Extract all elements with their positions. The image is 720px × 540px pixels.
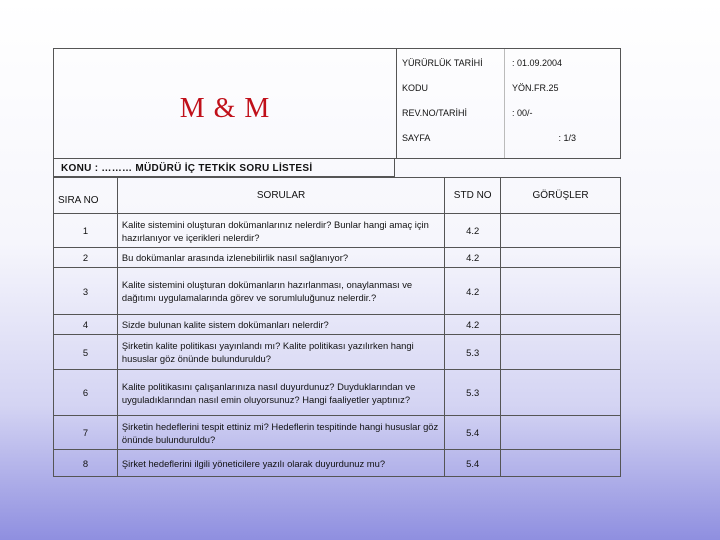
row-gorus bbox=[501, 335, 621, 370]
meta-label: SAYFA bbox=[402, 133, 431, 143]
row-gorus bbox=[501, 248, 621, 268]
table-row bbox=[54, 315, 621, 335]
column-header-sorular: SORULAR bbox=[117, 178, 444, 214]
table-row bbox=[54, 335, 621, 370]
table-row bbox=[54, 214, 621, 248]
meta-label: REV.NO/TARİHİ bbox=[402, 108, 468, 118]
subject-line: KONU : ……… MÜDÜRÜ İÇ TETKİK SORU LİSTESİ bbox=[53, 159, 395, 177]
row-gorus bbox=[501, 370, 621, 416]
row-std-no: 4.2 bbox=[445, 315, 501, 335]
row-gorus bbox=[501, 416, 621, 450]
column-header-std-no: STD NO bbox=[445, 178, 501, 214]
row-question: Kalite sistemini oluşturan dokümanlarınız nelerdir? Bunlar hangi amaç için hazırlanıyor ve içerikleri nelerdir? bbox=[117, 214, 444, 248]
meta-row-effective-date bbox=[396, 50, 620, 74]
meta-value: : 01.09.2004 bbox=[512, 58, 563, 68]
row-number: 4 bbox=[54, 315, 118, 335]
row-number: 6 bbox=[54, 370, 118, 416]
meta-value: : 1/3 bbox=[558, 133, 576, 143]
meta-value: : 00/- bbox=[512, 108, 533, 118]
row-number: 5 bbox=[54, 335, 118, 370]
meta-row-page bbox=[396, 125, 620, 149]
row-question: Kalite politikasını çalışanlarınıza nasıl duyurdunuz? Duyduklarından ve uyguladıklarından nasıl emin oluyorsunuz? Hangi faaliyetler yaptınız? bbox=[117, 370, 444, 416]
meta-label: KODU bbox=[402, 83, 429, 93]
row-number: 2 bbox=[54, 248, 118, 268]
row-std-no: 5.3 bbox=[445, 370, 501, 416]
table-header-row bbox=[54, 178, 621, 214]
logo-cell bbox=[54, 49, 397, 158]
table-row bbox=[54, 248, 621, 268]
row-gorus bbox=[501, 450, 621, 477]
company-logo: M & M bbox=[179, 93, 271, 124]
table-row bbox=[54, 450, 621, 477]
row-question: Sizde bulunan kalite sistem dokümanları nelerdir? bbox=[117, 315, 444, 335]
row-number: 8 bbox=[54, 450, 118, 477]
meta-row-code bbox=[396, 75, 620, 99]
row-number: 3 bbox=[54, 268, 118, 315]
row-gorus bbox=[501, 268, 621, 315]
row-std-no: 4.2 bbox=[445, 214, 501, 248]
row-number: 7 bbox=[54, 416, 118, 450]
meta-row-revision bbox=[396, 100, 620, 124]
row-number: 1 bbox=[54, 214, 118, 248]
row-gorus bbox=[501, 214, 621, 248]
row-question: Şirketin kalite politikası yayınlandı mı? Kalite politikası yazılırken hangi hususlar göz önünde bulunduruldu? bbox=[117, 335, 444, 370]
row-std-no: 5.4 bbox=[445, 450, 501, 477]
document-meta bbox=[396, 49, 620, 158]
row-std-no: 4.2 bbox=[445, 268, 501, 315]
row-std-no: 5.4 bbox=[445, 416, 501, 450]
row-std-no: 5.3 bbox=[445, 335, 501, 370]
document bbox=[53, 48, 621, 469]
column-header-sira-no: SIRA NO bbox=[54, 178, 118, 214]
row-question: Bu dokümanlar arasında izlenebilirlik nasıl sağlanıyor? bbox=[117, 248, 444, 268]
table-row bbox=[54, 268, 621, 315]
row-std-no: 4.2 bbox=[445, 248, 501, 268]
row-question: Şirket hedeflerini ilgili yöneticilere yazılı olarak duyurdunuz mu? bbox=[117, 450, 444, 477]
meta-value: YÖN.FR.25 bbox=[512, 83, 559, 93]
row-gorus bbox=[501, 315, 621, 335]
table-row bbox=[54, 416, 621, 450]
row-question: Kalite sistemini oluşturan dokümanların hazırlanması, onaylanması ve dağıtımı uygulamalarında görev ve sorumluluğunuz nelerdir.? bbox=[117, 268, 444, 315]
meta-label: YÜRÜRLÜK TARİHİ bbox=[402, 58, 483, 68]
form-header bbox=[53, 48, 621, 159]
table-row bbox=[54, 370, 621, 416]
column-header-gorusler: GÖRÜŞLER bbox=[501, 178, 621, 214]
row-question: Şirketin hedeflerini tespit ettiniz mi? Hedeflerin tespitinde hangi hususlar göz önünde bulunduruldu? bbox=[117, 416, 444, 450]
question-table bbox=[53, 177, 621, 477]
